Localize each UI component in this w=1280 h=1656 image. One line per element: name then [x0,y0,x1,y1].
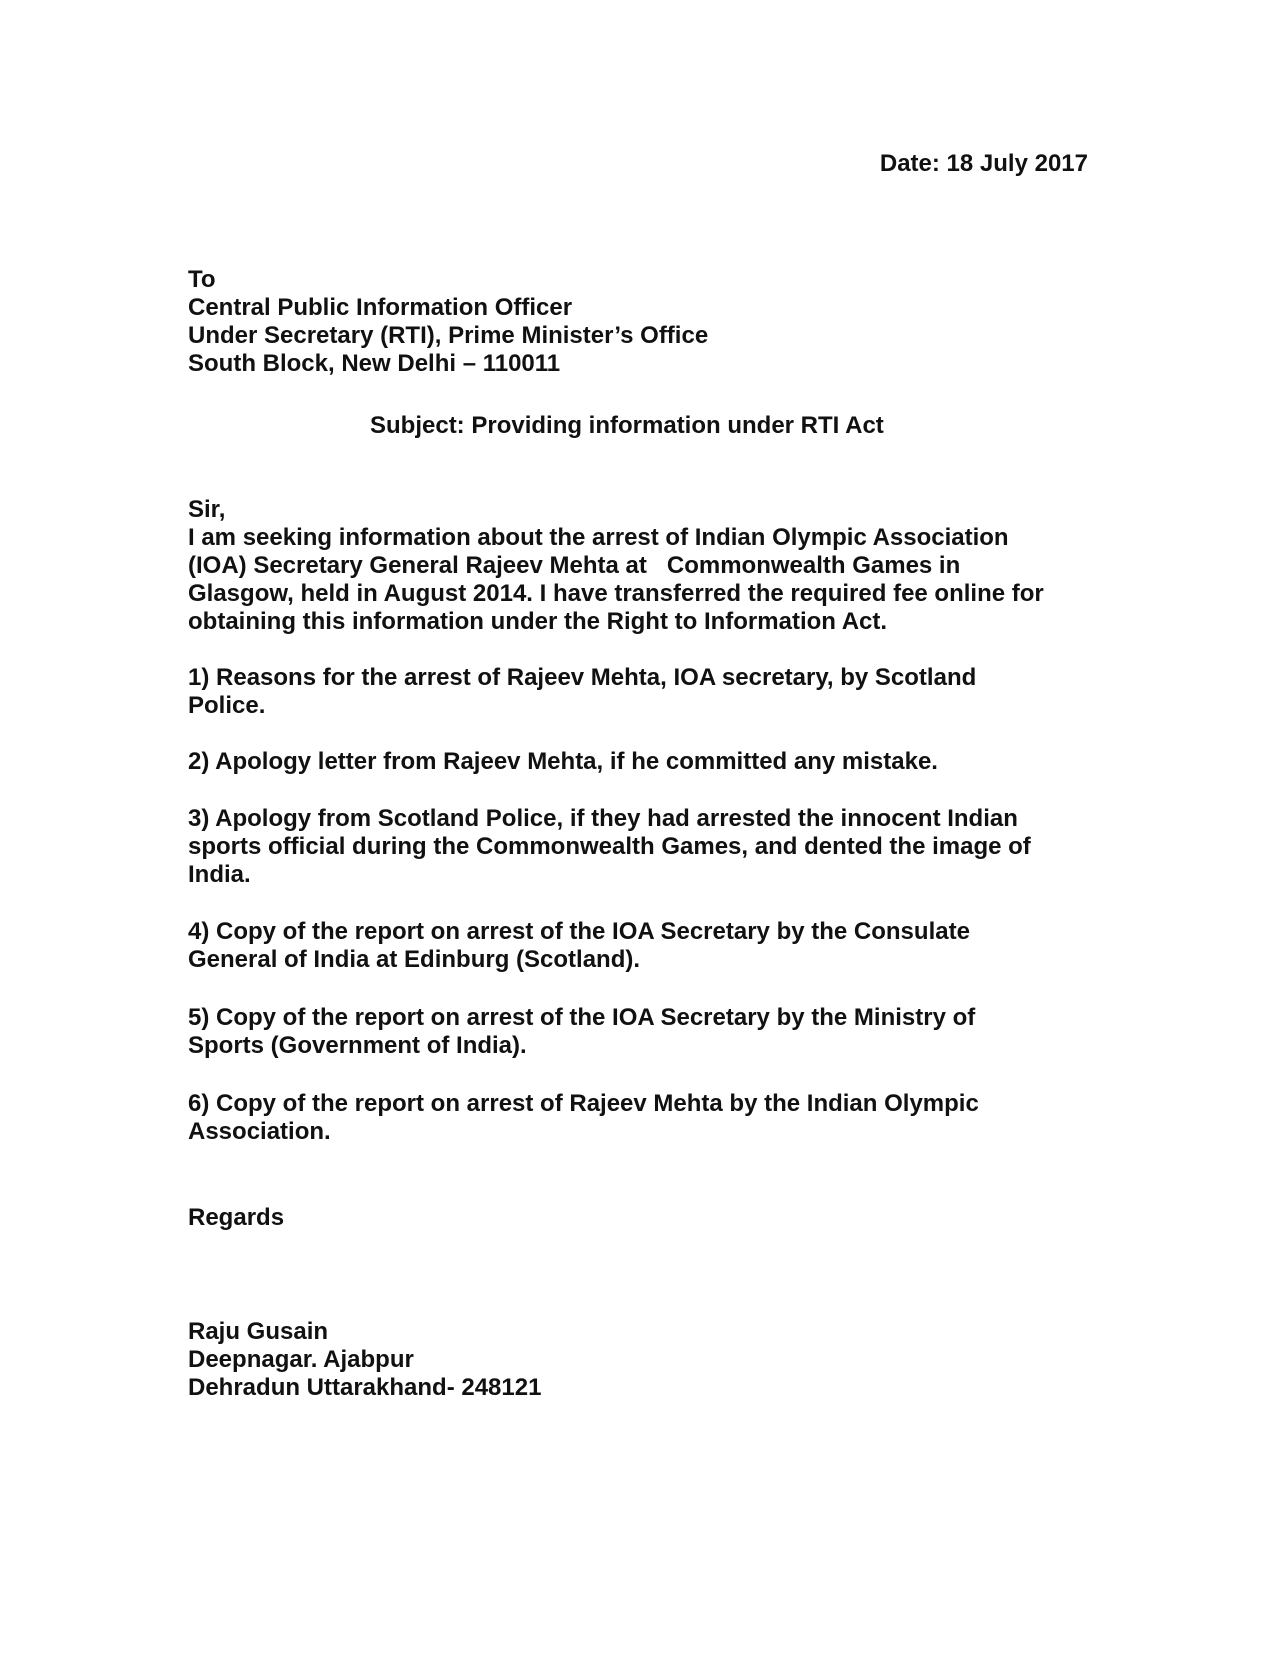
request-item-4: 4) Copy of the report on arrest of the IOA Secretary by the Consulate [188,918,970,945]
request-item-5-cont: Sports (Government of India). [188,1032,527,1059]
request-item-1: 1) Reasons for the arrest of Rajeev Mehta, IOA secretary, by Scotland [188,664,977,691]
recipient-line: Central Public Information Officer [188,294,573,321]
signature-address: Dehradun Uttarakhand- 248121 [188,1374,542,1401]
intro-line: (IOA) Secretary General Rajeev Mehta at Commonwealth Games in [188,552,961,579]
intro-line: I am seeking information about the arrest of Indian Olympic Association [188,524,1009,551]
request-item-1-cont: Police. [188,692,266,719]
letter-subject: Subject: Providing information under RTI Act [370,412,884,439]
request-item-3: 3) Apology from Scotland Police, if they had arrested the innocent Indian [188,805,1018,832]
recipient-line: To [188,266,216,293]
letter-date: Date: 18 July 2017 [879,150,1088,177]
request-item-3-cont: India. [188,861,251,888]
intro-line: obtaining this information under the Right to Information Act. [188,608,888,635]
request-item-4-cont: General of India at Edinburg (Scotland). [188,946,641,973]
salutation: Sir, [188,496,226,523]
intro-line: Glasgow, held in August 2014. I have transferred the required fee online for [188,580,1044,607]
recipient-line: South Block, New Delhi – 110011 [188,350,561,377]
request-item-2: 2) Apology letter from Rajeev Mehta, if he committed any mistake. [188,748,938,775]
recipient-line: Under Secretary (RTI), Prime Minister’s Office [188,322,709,349]
request-item-6-cont: Association. [188,1118,331,1145]
request-item-3-cont: sports official during the Commonwealth Games, and dented the image of [188,833,1031,860]
request-item-5: 5) Copy of the report on arrest of the IOA Secretary by the Ministry of [188,1004,976,1031]
closing: Regards [188,1204,285,1231]
signature-address: Deepnagar. Ajabpur [188,1346,414,1373]
signature-name: Raju Gusain [188,1318,329,1345]
request-item-6: 6) Copy of the report on arrest of Rajeev Mehta by the Indian Olympic [188,1090,979,1117]
